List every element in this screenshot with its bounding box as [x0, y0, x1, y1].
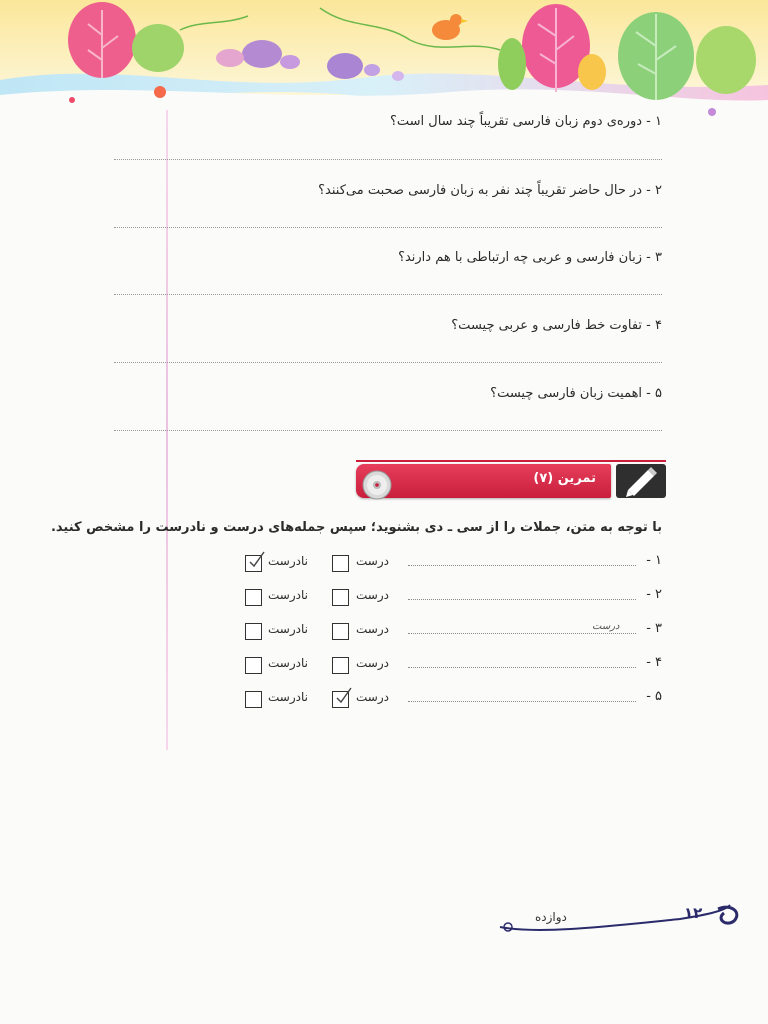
true-label: درست — [356, 690, 389, 704]
false-label: نادرست — [268, 656, 308, 670]
false-label: نادرست — [268, 588, 308, 602]
false-checkbox[interactable] — [245, 657, 262, 674]
tf-row-number: ۵ - — [646, 689, 662, 704]
true-label: درست — [356, 622, 389, 636]
tf-answer-line[interactable] — [408, 599, 636, 600]
tf-answer-line[interactable] — [408, 633, 636, 634]
checkmark-icon — [247, 551, 265, 569]
cd-icon — [362, 470, 392, 500]
question-4: ۴ - تفاوت خط فارسی و عربی چیست؟ — [451, 318, 662, 333]
true-checkbox[interactable] — [332, 555, 349, 572]
exercise-header — [356, 460, 666, 500]
tf-answer-line[interactable] — [408, 701, 636, 702]
true-checkbox[interactable] — [332, 589, 349, 606]
true-checkbox[interactable] — [332, 691, 349, 708]
checkmark-icon — [334, 687, 352, 705]
false-label: نادرست — [268, 622, 308, 636]
tf-row-5 — [0, 689, 768, 713]
pencil-icon-box — [616, 464, 666, 498]
answer-line-1[interactable] — [114, 159, 662, 160]
true-label: درست — [356, 588, 389, 602]
tf-row-3 — [0, 621, 768, 645]
true-checkbox[interactable] — [332, 657, 349, 674]
pencil-icon — [616, 464, 666, 498]
page-number: ۱۲ — [684, 904, 703, 922]
false-checkbox[interactable] — [245, 623, 262, 640]
tf-row-number: ۲ - — [646, 587, 662, 602]
answer-line-5[interactable] — [114, 430, 662, 431]
true-checkbox[interactable] — [332, 623, 349, 640]
false-checkbox[interactable] — [245, 589, 262, 606]
question-1: ۱ - دوره‌ی دوم زبان فارسی تقریباً چند سال است؟ — [389, 114, 662, 129]
answer-line-3[interactable] — [114, 294, 662, 295]
exercise-instruction: با توجه به متن، جملات را از سی ـ دی بشنوید؛ سپس جمله‌های درست و نادرست را مشخص کنید. — [50, 520, 662, 535]
page-number-word: دوازده — [535, 910, 567, 924]
tf-row-number: ۴ - — [646, 655, 662, 670]
false-label: نادرست — [268, 554, 308, 568]
tf-answer-line[interactable] — [408, 667, 636, 668]
tf-answer-line[interactable] — [408, 565, 636, 566]
tf-row-1 — [0, 553, 768, 577]
exercise-header-rule — [356, 460, 666, 462]
exercise-title: تمرین (۷) — [533, 471, 596, 486]
decorative-banner — [0, 0, 768, 120]
answer-line-2[interactable] — [114, 227, 662, 228]
false-checkbox[interactable] — [245, 691, 262, 708]
false-label: نادرست — [268, 690, 308, 704]
answer-line-4[interactable] — [114, 362, 662, 363]
tf-row-number: ۱ - — [646, 553, 662, 568]
question-5: ۵ - اهمیت زبان فارسی چیست؟ — [490, 386, 662, 401]
true-label: درست — [356, 656, 389, 670]
tf-row-4 — [0, 655, 768, 679]
tf-row-number: ۳ - — [646, 621, 662, 636]
question-2: ۲ - در حال حاضر تقریباً چند نفر به زبان فارسی صحبت می‌کنند؟ — [318, 183, 662, 198]
tf-filled-text: درست — [592, 621, 620, 632]
false-checkbox[interactable] — [245, 555, 262, 572]
true-label: درست — [356, 554, 389, 568]
tf-row-2 — [0, 587, 768, 611]
question-3: ۳ - زبان فارسی و عربی چه ارتباطی با هم دارند؟ — [398, 250, 662, 265]
